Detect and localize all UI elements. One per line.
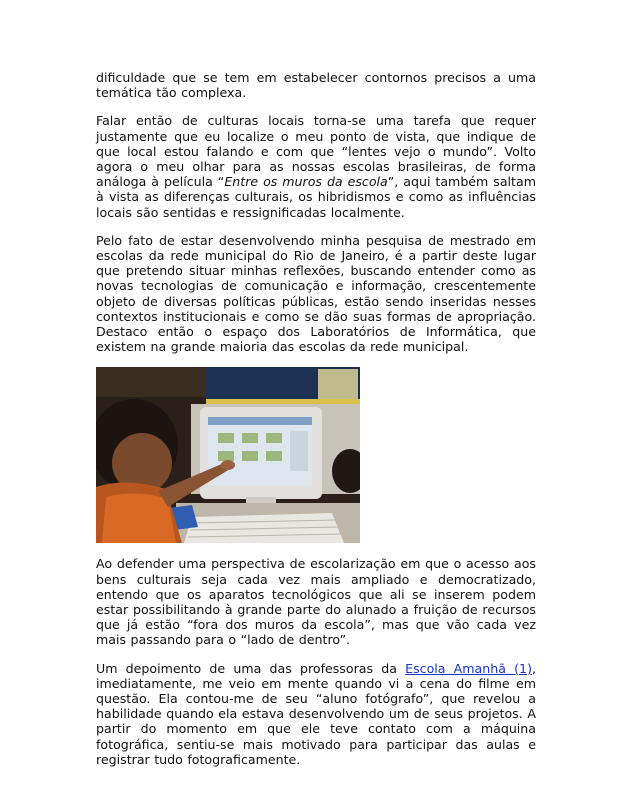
paragraph-text: Um depoimento de uma das professoras da xyxy=(96,660,406,676)
film-title: Entre os muros da escola xyxy=(224,174,388,190)
document-page xyxy=(96,70,536,767)
photo-illustration xyxy=(96,367,360,543)
paragraph-text: ”, aqui também saltam à vista as diferenças culturais, os hibridismos e como as influências locais são sentidas e ressignificadas localmente. xyxy=(96,174,536,220)
paragraph-testimony xyxy=(96,661,536,767)
paragraph-text: , imediatamente, me veio em mente quando vi a cena do filme em questão. Ela contou-me de seu “aluno fotógrafo”, que revelou a habilidade quando ela estava desenvolvendo um de seus projetos. A partir do momento em que ele teve contato com a máquina fotográfica, sentiu-se mais motivado para participar das aulas e registrar tudo fotograficamente. xyxy=(96,660,536,767)
escola-amanha-link[interactable]: Escola Amanhã (1) xyxy=(405,660,532,676)
paragraph-research: Pelo fato de estar desenvolvendo minha pesquisa de mestrado em escolas da rede municipal do Rio de Janeiro, é a partir deste lugar que pretendo situar minhas reflexões, buscando entender como as novas tecnologias de comunicação e informação, crescentemente objeto de diversas políticas públicas, estão sendo inseridas nesses contextos institucionais e como se dão suas formas de apropriação. Destaco então o espaço dos Laboratórios de Informática, que existem na grande maioria das escolas da rede municipal. xyxy=(96,232,536,355)
paragraph-intro-tail: dificuldade que se tem em estabelecer contornos precisos a uma temática tão complexa. xyxy=(96,70,536,101)
photo-child-at-computer xyxy=(96,367,360,543)
paragraph-schooling: Ao defender uma perspectiva de escolarização em que o acesso aos bens culturais seja cada vez mais ampliado e democratizado, entendo que os aparatos tecnológicos que ali se inserem podem estar possibilitando à grande parte do alunado a fruição de recursos que já estão “fora dos muros da escola”, mas que vão cada vez mais passando para o “lado de dentro”. xyxy=(96,556,536,648)
paragraph-text: Falar então de culturas locais torna-se uma tarefa que requer justamente que eu localize o meu ponto de vista, que indique de que local estou falando e com que “lentes vejo o mundo”. Volto agora o meu olhar para as nossas escolas brasileiras, de forma análoga à película “ xyxy=(96,113,536,190)
paragraph-local-cultures xyxy=(96,113,536,219)
